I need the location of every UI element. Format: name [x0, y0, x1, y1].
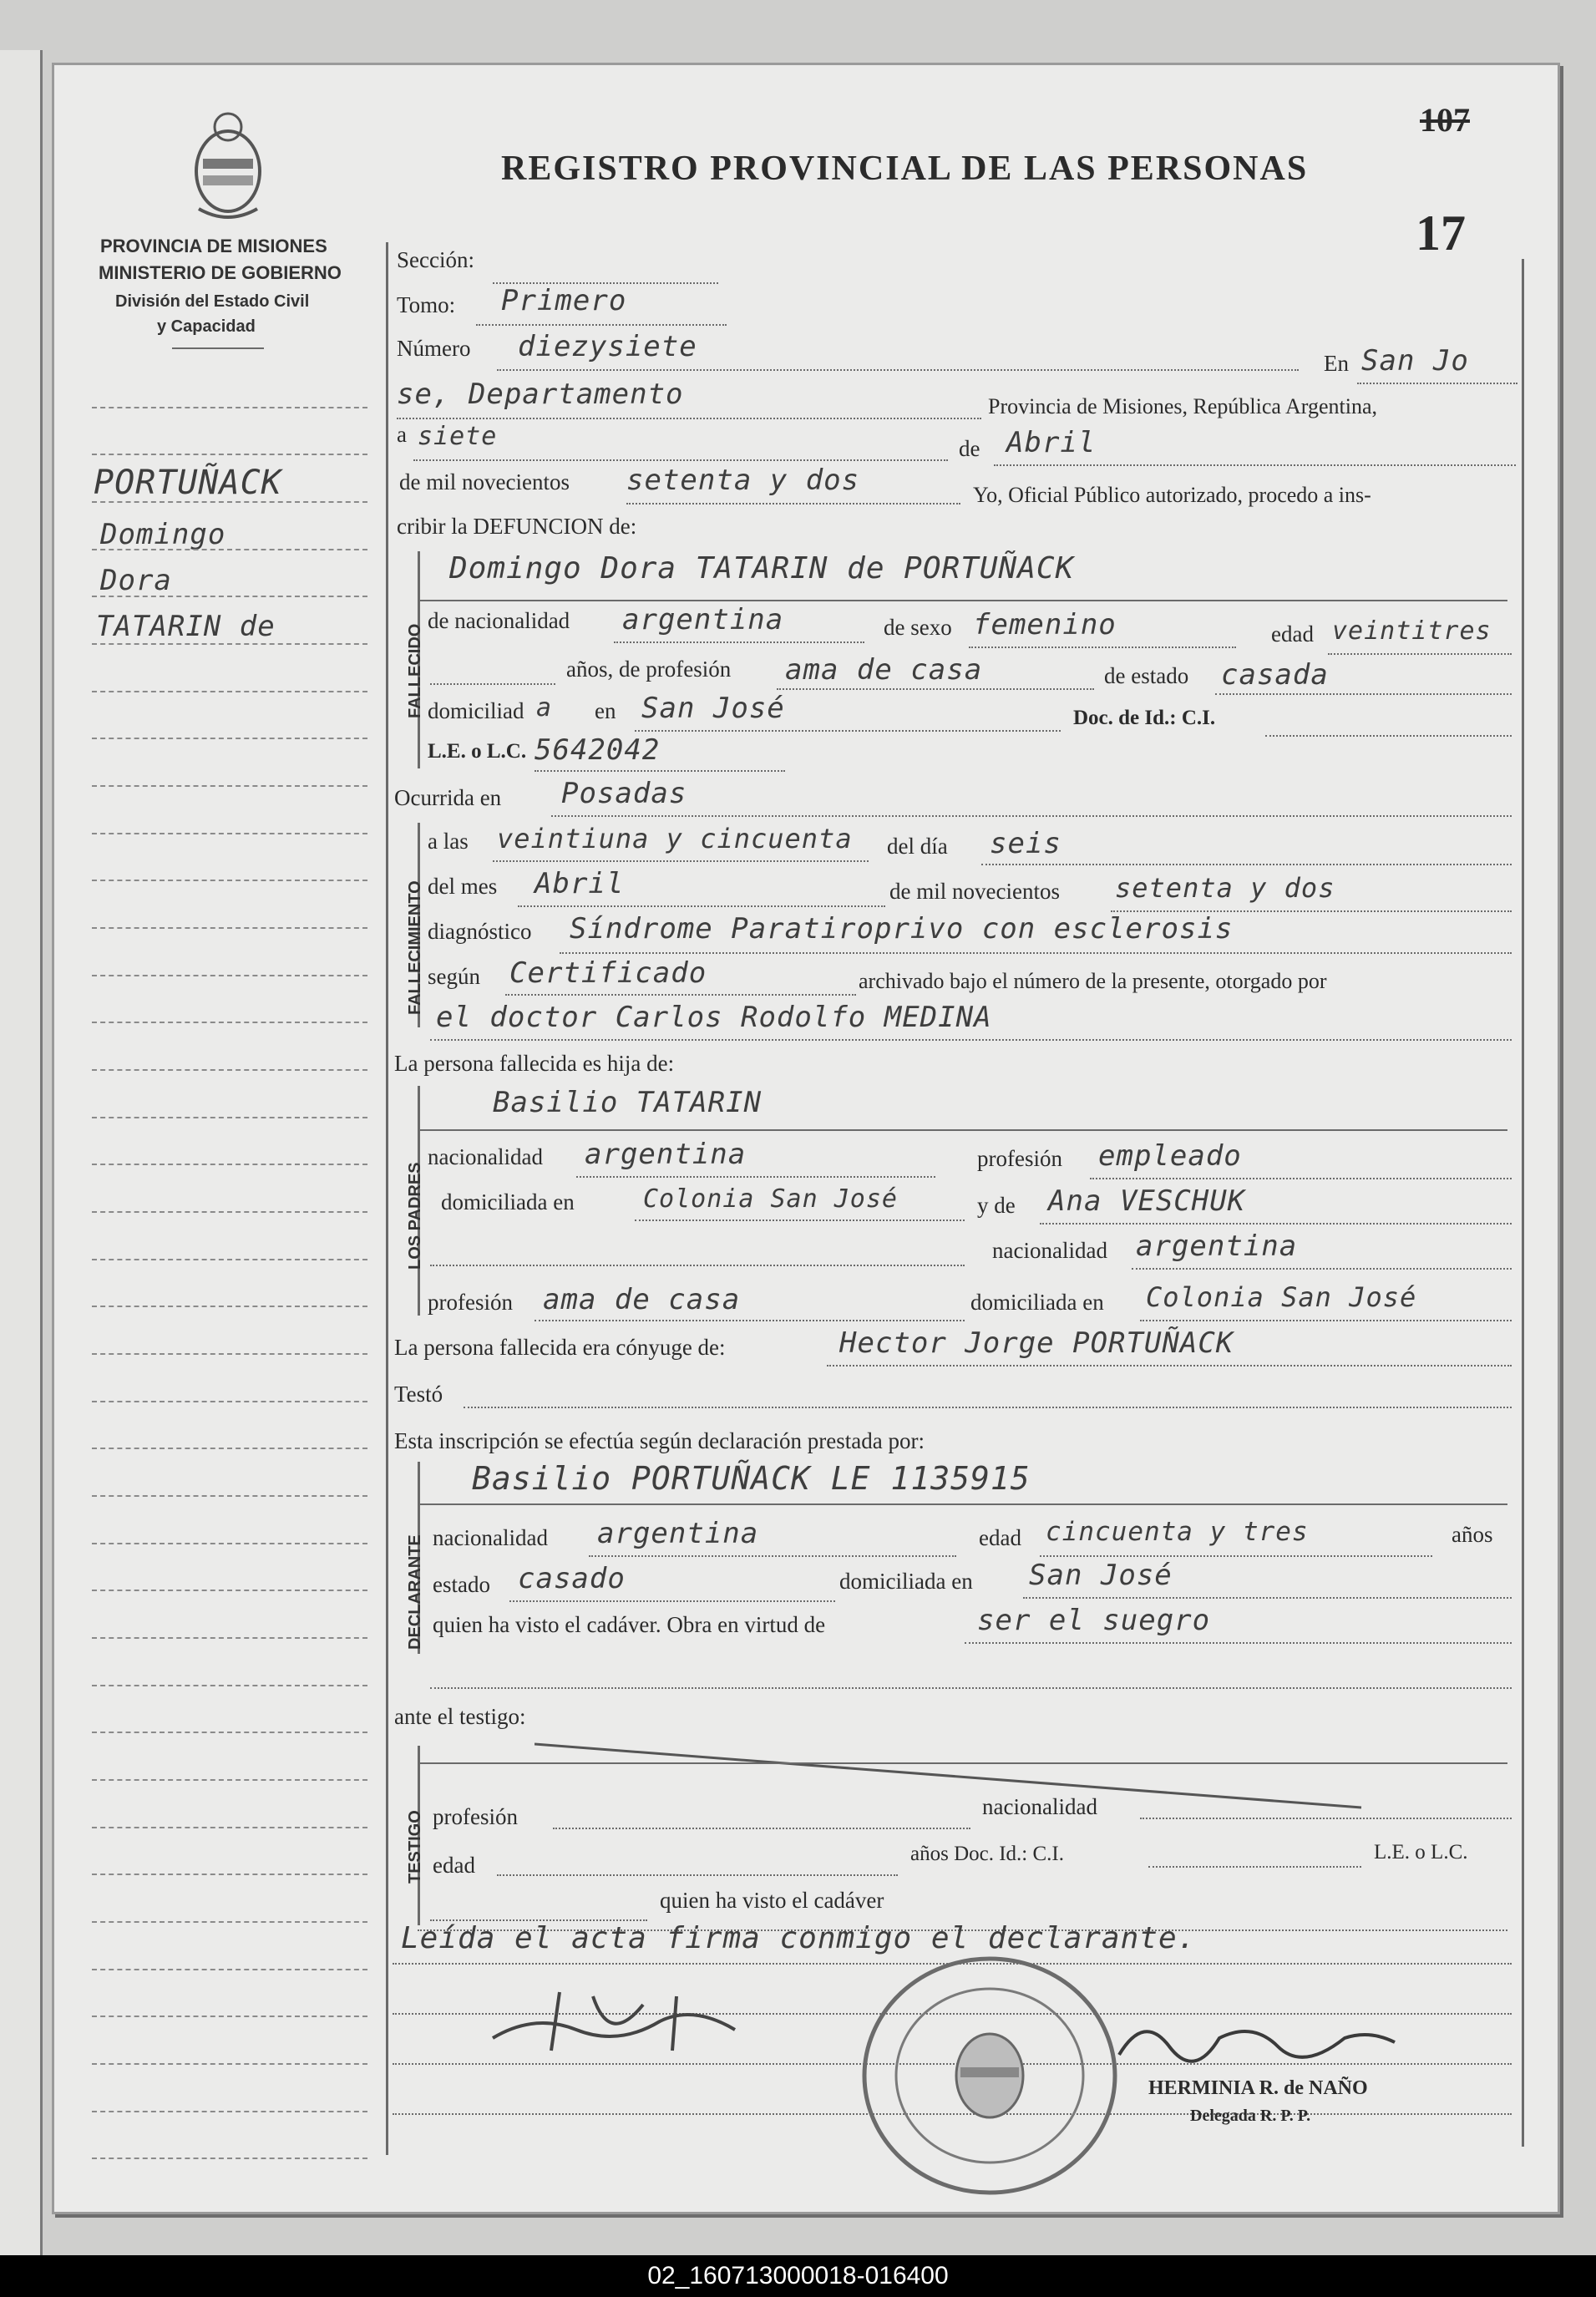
margin-line: [92, 975, 367, 976]
margin-line: [92, 1117, 367, 1118]
declarante-extra-line: [430, 1687, 1512, 1689]
agency-capacity: y Capacidad: [157, 317, 256, 336]
margin-line: [92, 1259, 367, 1260]
padre-profesion-label: profesión: [977, 1146, 1062, 1171]
declarante-cadaver-line: [965, 1642, 1512, 1644]
le-line: [535, 770, 785, 772]
inscribir-text: cribir la DEFUNCION de:: [397, 514, 637, 539]
segun-label: según: [428, 964, 480, 989]
declarante-edad-label: edad: [979, 1525, 1021, 1550]
edad-line: [1328, 653, 1512, 655]
diagnostico-label: diagnóstico: [428, 919, 532, 944]
declaracion-label: Esta inscripción se efectúa según declaración prestada por:: [394, 1428, 925, 1453]
numero-line: [497, 369, 1299, 371]
declarant-signature-icon: [484, 1971, 768, 2063]
padre-profesion-value: empleado: [1098, 1139, 1242, 1173]
margin-line: [92, 2111, 367, 2112]
conyuge-label: La persona fallecida era cónyuge de:: [394, 1335, 726, 1360]
testigo-nacionalidad-line: [1140, 1818, 1512, 1819]
page-title: REGISTRO PROVINCIAL DE LAS PERSONAS: [501, 150, 1309, 188]
hora-value: veintiuna y cincuenta: [497, 823, 853, 854]
a-value: siete: [418, 422, 498, 451]
a-label: a: [397, 422, 407, 447]
ocurrida-label: Ocurrida en: [394, 785, 502, 810]
fallecimiento-section-label: FALLECIMIENTO: [406, 880, 424, 1015]
declarante-nacionalidad-line: [589, 1555, 956, 1557]
testigo-strike-line: [535, 1737, 1370, 1813]
madre-domicilio-value: Colonia San José: [1146, 1281, 1417, 1313]
oficial-text: Yo, Oficial Público autorizado, procedo a ins-: [973, 483, 1371, 507]
madre-profesion-value: ama de casa: [543, 1283, 741, 1316]
margin-line: [92, 1495, 367, 1497]
hora-label: a las: [428, 829, 469, 854]
margin-line: [92, 549, 367, 550]
margin-line: [92, 1732, 367, 1733]
margin-line: [92, 1543, 367, 1544]
medico-value: el doctor Carlos Rodolfo MEDINA: [436, 1001, 992, 1034]
declarante-nombre-line: [418, 1503, 1507, 1505]
nacionalidad-value: argentina: [622, 603, 784, 636]
form-right-border: [1522, 259, 1524, 2147]
madre-nacionalidad-label: nacionalidad: [992, 1238, 1107, 1263]
form-left-border: [386, 242, 388, 2155]
testigo-top-line: [418, 1762, 1507, 1764]
margin-line: [92, 1969, 367, 1970]
margin-line: [92, 2063, 367, 2065]
declarante-domicilio-value: San José: [1029, 1559, 1173, 1592]
testigo-nacionalidad-label: nacionalidad: [982, 1794, 1097, 1819]
anio-line: [626, 503, 960, 505]
doc-label: Doc. de Id.: C.I.: [1073, 707, 1216, 729]
profesion-line: [777, 688, 1094, 690]
diagnostico-value: Síndrome Paratiroprivo con esclerosis: [570, 912, 1234, 946]
margin-line: [92, 1306, 367, 1307]
margin-note-surname: PORTUÑACK: [94, 464, 282, 502]
declarante-cadaver-value: ser el suegro: [977, 1604, 1211, 1637]
testigo-cadaver-label: quien ha visto el cadáver: [660, 1888, 884, 1913]
margin-line: [92, 1448, 367, 1449]
agency-province: PROVINCIA DE MISIONES: [100, 236, 327, 256]
declarante-cadaver-label: quien ha visto el cadáver. Obra en virtud de: [433, 1612, 826, 1637]
testigo-doc-line: [1148, 1866, 1361, 1868]
margin-line: [92, 1022, 367, 1023]
testigo-profesion-line: [553, 1828, 970, 1829]
padre-nombre: Basilio TATARIN: [493, 1086, 763, 1119]
fallecido-nombre: Domingo Dora TATARIN de PORTUÑACK: [449, 551, 1075, 586]
madre-nombre: Ana VESCHUK: [1048, 1184, 1246, 1218]
margin-line: [92, 1827, 367, 1828]
margin-line: [92, 2158, 367, 2159]
madre-nacionalidad-value: argentina: [1136, 1230, 1298, 1263]
hora-line: [493, 860, 869, 862]
en-label: En: [1324, 351, 1349, 376]
margin-line: [92, 501, 367, 503]
madre-domicilio-line: [1140, 1320, 1512, 1321]
sexo-value: femenino: [973, 608, 1117, 641]
declarante-section-label: DECLARANTE: [406, 1534, 424, 1650]
padre-line: [418, 1129, 1507, 1131]
declarante-anios-label: años: [1452, 1522, 1493, 1547]
y-de-label: y de: [977, 1193, 1016, 1218]
padre-nacionalidad-value: argentina: [585, 1138, 747, 1171]
page-number: 17: [1416, 205, 1466, 261]
domicilio-line: [635, 730, 1061, 732]
domicilio-en-label: en: [595, 698, 616, 723]
madre-profesion-line: [535, 1320, 965, 1321]
nacionalidad-label: de nacionalidad: [428, 608, 570, 633]
madre-cont-line: [430, 1265, 965, 1266]
edad-cont-line: [430, 683, 555, 685]
testigo-section-label: TESTIGO: [406, 1810, 424, 1884]
domicilio-value: San José: [641, 692, 785, 725]
edad-label: edad: [1271, 621, 1314, 647]
ocurrida-value: Posadas: [561, 777, 687, 810]
sexo-line: [969, 647, 1236, 648]
margin-line: [92, 596, 367, 597]
margin-line: [92, 785, 367, 787]
image-id-caption: 02_160713000018-016400: [0, 2255, 1596, 2297]
fallecido-section-label: FALLECIDO: [406, 623, 424, 718]
profesion-label: años, de profesión: [566, 657, 732, 682]
margin-line: [92, 833, 367, 834]
mes-line: [994, 464, 1516, 466]
margin-line: [92, 1164, 367, 1165]
departamento-line: [397, 418, 981, 419]
le-label: L.E. o L.C.: [428, 740, 527, 763]
padre-nacionalidad-label: nacionalidad: [428, 1144, 543, 1169]
seccion-label: Sección:: [397, 247, 474, 272]
mes-line: [518, 905, 885, 907]
closing-text: Leída el acta firma conmigo el declarante.: [401, 1921, 1197, 1955]
declarante-edad-line: [1040, 1555, 1432, 1557]
dia-label: del día: [887, 834, 948, 859]
padres-intro: La persona fallecida es hija de:: [394, 1051, 675, 1076]
margin-line: [92, 1353, 367, 1355]
margin-note-maiden: TATARIN de: [96, 610, 276, 643]
provincia-text: Provincia de Misiones, República Argentina,: [988, 394, 1377, 418]
padre-nacionalidad-line: [576, 1176, 935, 1178]
previous-page-edge: [0, 50, 43, 2255]
margin-line: [92, 1590, 367, 1591]
mil-label: de mil novecientos: [399, 469, 570, 494]
declarante-estado-line: [509, 1600, 835, 1602]
numero-value: diezysiete: [518, 330, 697, 363]
domiciliada-label: domiciliad: [428, 698, 524, 723]
sexo-label: de sexo: [884, 615, 952, 640]
segun-line: [505, 994, 856, 996]
fallecimiento-anio-label: de mil novecientos: [889, 879, 1060, 904]
numero-label: Número: [397, 336, 471, 361]
declarante-estado-label: estado: [433, 1572, 490, 1597]
margin-line: [92, 738, 367, 739]
en-line: [1357, 383, 1517, 384]
declarante-domicilio-line: [1023, 1597, 1512, 1599]
a-line: [413, 459, 948, 461]
en-value: San Jo: [1361, 344, 1469, 378]
margin-line: [92, 1069, 367, 1071]
margin-line: [92, 1874, 367, 1875]
le-value: 5642042: [535, 733, 661, 767]
fallecimiento-mes-value: Abril: [535, 867, 625, 900]
margin-line: [92, 1211, 367, 1213]
estado-value: casada: [1221, 658, 1329, 692]
testo-label: Testó: [394, 1382, 443, 1407]
declarante-nombre: Basilio PORTUÑACK LE 1135915: [472, 1460, 1031, 1497]
profesion-value: ama de casa: [785, 653, 983, 687]
conyuge-line: [827, 1365, 1512, 1367]
segun-value: Certificado: [509, 956, 707, 990]
estado-line: [1215, 693, 1512, 695]
padre-domicilio-value: Colonia San José: [643, 1184, 898, 1214]
testigo-le-label: L.E. o L.C.: [1374, 1841, 1468, 1863]
padre-domicilio-label: domiciliada en: [441, 1189, 575, 1214]
madre-profesion-label: profesión: [428, 1290, 513, 1315]
agency-underline: [172, 347, 264, 349]
testigo-doc-label: años Doc. Id.: C.I.: [910, 1843, 1064, 1865]
ocurrida-line: [551, 815, 1512, 817]
margin-line: [92, 691, 367, 692]
domiciliada-suffix: a: [536, 693, 553, 723]
madre-domicilio-label: domiciliada en: [970, 1290, 1104, 1315]
margin-line: [92, 2016, 367, 2017]
anio-value: setenta y dos: [626, 464, 860, 497]
agency-ministry: MINISTERIO DE GOBIERNO: [99, 262, 342, 283]
agency-division: División del Estado Civil: [115, 292, 310, 311]
declarante-nacionalidad-label: nacionalidad: [433, 1525, 548, 1550]
margin-line: [92, 1779, 367, 1781]
declarante-domicilio-label: domiciliada en: [839, 1569, 973, 1594]
fallecimiento-anio-value: setenta y dos: [1115, 872, 1335, 904]
tomo-line: [476, 324, 727, 326]
doc-line: [1265, 735, 1512, 737]
dia-value: seis: [990, 827, 1061, 860]
struck-page-number: 107: [1420, 101, 1470, 139]
margin-line: [92, 407, 367, 408]
mes-label: del mes: [428, 874, 498, 899]
padre-profesion-line: [1090, 1178, 1512, 1179]
margin-line: [92, 1921, 367, 1923]
estado-label: de estado: [1104, 663, 1189, 688]
margin-note-first-name: Domingo: [100, 518, 226, 551]
margin-line: [92, 1637, 367, 1639]
declarante-edad-value: cincuenta y tres: [1046, 1517, 1309, 1547]
diagnostico-line: [560, 952, 1512, 954]
testo-line: [464, 1407, 1512, 1408]
madre-line: [1040, 1223, 1512, 1225]
official-name: HERMINIA R. de NAÑO: [1148, 2077, 1368, 2099]
medico-line: [430, 1039, 1512, 1041]
margin-line: [92, 927, 367, 929]
margin-line: [92, 454, 367, 455]
testigo-profesion-label: profesión: [433, 1804, 518, 1829]
testigo-intro: ante el testigo:: [394, 1704, 526, 1729]
tomo-value: Primero: [501, 284, 627, 317]
declarante-nacionalidad-value: argentina: [597, 1517, 759, 1550]
testigo-edad-label: edad: [433, 1853, 475, 1878]
coat-of-arms-icon: [182, 100, 274, 226]
padres-section-label: LOS PADRES: [406, 1162, 424, 1270]
testigo-edad-line: [497, 1874, 898, 1876]
official-seal-icon: [856, 1950, 1123, 2201]
fallecido-nombre-line: [418, 600, 1507, 601]
margin-line: [92, 1401, 367, 1402]
departamento-value: se, Departamento: [397, 378, 684, 411]
conyuge-value: Hector Jorge PORTUÑACK: [839, 1326, 1234, 1360]
official-title: Delegada R. P. P.: [1190, 2107, 1311, 2125]
tomo-label: Tomo:: [397, 292, 456, 317]
margin-line: [92, 643, 367, 645]
margin-line: [92, 880, 367, 881]
archivado-text: archivado bajo el número de la presente, otorgado por: [859, 969, 1327, 993]
official-signature-icon: [1111, 2005, 1411, 2071]
dia-line: [981, 864, 1512, 865]
margin-line: [92, 1685, 367, 1686]
madre-nacionalidad-line: [1132, 1268, 1512, 1270]
padre-domicilio-line: [635, 1219, 965, 1221]
edad-value: veintitres: [1332, 616, 1492, 646]
nacionalidad-line: [614, 641, 864, 643]
mes-value: Abril: [1006, 426, 1097, 459]
de-label: de: [959, 436, 980, 461]
margin-note-second-name: Dora: [100, 564, 172, 597]
declarante-estado-value: casado: [518, 1562, 626, 1595]
